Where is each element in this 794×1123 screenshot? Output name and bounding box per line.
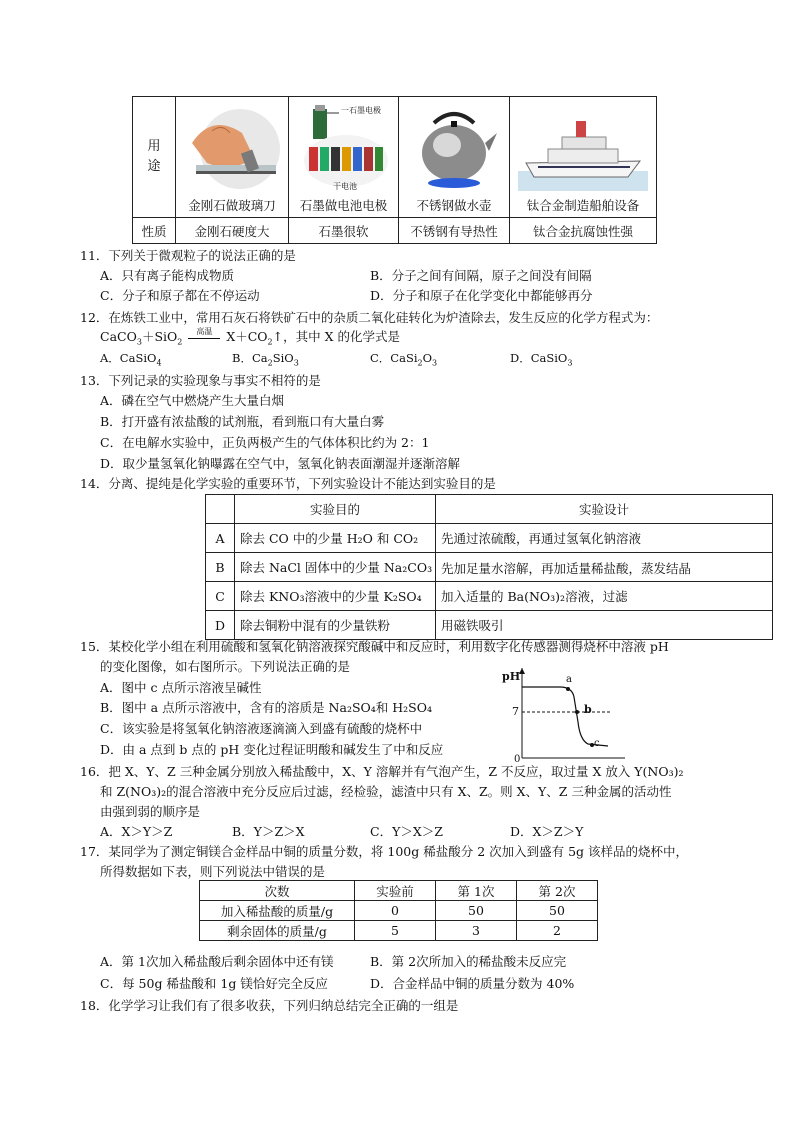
use-label: 金刚石做玻璃刀 xyxy=(188,198,276,213)
battery-photo xyxy=(291,103,396,195)
ship-photo xyxy=(518,103,648,195)
table-cell-goal: 除去铜粉中混有的少量铁粉 xyxy=(235,611,436,640)
q13-option-a: A．磷在空气中燃烧产生大量白烟 xyxy=(100,393,285,408)
q16-option-b: B．Y＞Z＞X xyxy=(232,824,305,839)
q13-option-b: B．打开盛有浓盐酸的试剂瓶，看到瓶口有大量白雾 xyxy=(100,414,385,429)
q11-option-c: C．分子和原子都在不停运动 xyxy=(100,288,260,303)
property-cell: 石墨很软 xyxy=(289,218,399,244)
q12-option-a: A．CaSiO$_4$ xyxy=(100,351,162,368)
q17-line2: 所得数据如下表，则下列说法中错误的是 xyxy=(100,864,326,879)
q14-table xyxy=(205,494,773,640)
property-cell: 不锈钢有导热性 xyxy=(399,218,510,244)
pic-label-bottom: 干电池 xyxy=(333,182,357,191)
table-cell: 3 xyxy=(436,921,517,941)
q11-option-d: D．分子和原子在化学变化中都能够再分 xyxy=(370,288,593,303)
use-cell-graphite xyxy=(289,97,399,218)
use-cell-diamond xyxy=(176,97,289,218)
q12-option-d: D．CaSiO$_3$ xyxy=(510,351,573,368)
table-cell-design: 用磁铁吸引 xyxy=(436,611,773,640)
q17-option-c: C．每 50g 稀盐酸和 1g 镁恰好完全反应 xyxy=(100,976,328,991)
table-row-option: C xyxy=(206,582,235,611)
graph-y7-label: 7 xyxy=(512,705,519,718)
kettle-photo xyxy=(409,103,499,195)
q12-equation: CaCO$_3$＋SiO$_2$ $^{高温}$ $X+CO_2↑$，其中 X 的化学式是 xyxy=(100,327,400,347)
table-cell-design: 先加足量水溶解，再加适量稀盐酸，蒸发结晶 xyxy=(436,553,773,582)
property-cell: 金刚石硬度大 xyxy=(176,218,289,244)
graph-point-c: c xyxy=(594,738,600,749)
table-cell-design: 加入适量的 Ba(NO₃)₂溶液，过滤 xyxy=(436,582,773,611)
q13-option-d: D．取少量氢氧化钠曝露在空气中，氢氧化钠表面潮湿并逐渐溶解 xyxy=(100,456,461,471)
use-label: 钛合金制造船舶设备 xyxy=(526,198,640,213)
q11-stem: 11．下列关于微观粒子的说法正确的是 xyxy=(80,248,296,263)
q15-option-b: B．图中 a 点所示溶液中，含有的溶质是 Na₂SO₄和 H₂SO₄ xyxy=(100,700,432,715)
table-cell: 50 xyxy=(436,901,517,921)
use-label: 不锈钢做水壶 xyxy=(416,198,492,213)
table-cell: 剩余固体的质量/g xyxy=(200,921,355,941)
table-row-option: A xyxy=(206,524,235,553)
q15-option-c: C．该实验是将氢氧化钠溶液逐滴滴入到盛有硫酸的烧杯中 xyxy=(100,721,423,736)
q15-stem-line2: 的变化图像，如右图所示。下列说法正确的是 xyxy=(100,659,351,674)
table-corner xyxy=(206,495,235,524)
q15-option-a: A．图中 c 点所示溶液呈碱性 xyxy=(100,680,262,695)
table-cell: 2 xyxy=(517,921,598,941)
property-cell: 钛合金抗腐蚀性强 xyxy=(510,218,657,244)
graph-origin: 0 xyxy=(514,754,521,765)
table-header: 实验前 xyxy=(355,881,436,901)
graph-ylabel: pH xyxy=(502,670,521,683)
q17-option-a: A．第 1次加入稀盐酸后剩余固体中还有镁 xyxy=(100,954,334,969)
q16-line2: 和 Z(NO₃)₂的混合溶液中充分反应后过滤，经检验，滤渣中只有 X、Z。则 X、Y、Z 三种金属的活动性 xyxy=(100,784,672,799)
property-row-label: 性质 xyxy=(133,218,176,244)
table-cell-design: 先通过浓硫酸，再通过氢氧化钠溶液 xyxy=(436,524,773,553)
q15-stem-line1: 15．某校化学小组在利用硫酸和氢氧化钠溶液探究酸碱中和反应时，利用数字化传感器测得烧杯中溶液 pH xyxy=(80,639,669,654)
q16-option-c: C．Y＞X＞Z xyxy=(370,824,443,839)
q11-option-b: B．分子之间有间隔，原子之间没有间隔 xyxy=(370,268,592,283)
q12-option-b: B．$Ca_2SiO_3$ xyxy=(232,351,299,368)
use-cell-steel xyxy=(399,97,510,218)
q11-option-a: A．只有离子能构成物质 xyxy=(100,268,235,283)
uses-table xyxy=(132,96,657,244)
table-cell: 0 xyxy=(355,901,436,921)
q17-option-b: B．第 2次所加入的稀盐酸未反应完 xyxy=(370,954,567,969)
table-cell: 50 xyxy=(517,901,598,921)
q18-stem: 18．化学学习让我们有了很多收获，下列归纳总结完全正确的一组是 xyxy=(80,998,459,1013)
q16-line1: 16．把 X、Y、Z 三种金属分别放入稀盐酸中，X、Y 溶解并有气泡产生，Z 不反应，取过量 X 放入 Y(NO₃)₂ xyxy=(80,764,684,779)
q16-line3: 由强到弱的顺序是 xyxy=(100,804,201,819)
header-goal: 实验目的 xyxy=(235,495,436,524)
q17-line1: 17．某同学为了测定铜镁合金样品中铜的质量分数，将 100g 稀盐酸分 2 次加入到盛有 5g 该样品的烧杯中， xyxy=(80,844,689,859)
header-design: 实验设计 xyxy=(436,495,773,524)
reaction-condition: 高温 xyxy=(186,329,222,344)
table-cell-goal: 除去 KNO₃溶液中的少量 K₂SO₄ xyxy=(235,582,436,611)
q12-option-c: C．$CaSi_2O_3$ xyxy=(370,351,438,368)
q16-option-d: D．X＞Z＞Y xyxy=(510,824,584,839)
q17-table xyxy=(199,880,598,941)
table-row-option: B xyxy=(206,553,235,582)
table-header: 第 1次 xyxy=(436,881,517,901)
table-header: 第 2次 xyxy=(517,881,598,901)
q13-stem: 13．下列记录的实验现象与事实不相符的是 xyxy=(80,373,321,388)
q12-stem: 12．在炼铁工业中，常用石灰石将铁矿石中的杂质二氧化硅转化为炉渣除去，发生反应的化学方程式为： xyxy=(80,310,659,325)
graph-point-b: b xyxy=(584,703,592,716)
table-cell-goal: 除去 CO 中的少量 H₂O 和 CO₂ xyxy=(235,524,436,553)
table-row-option: D xyxy=(206,611,235,640)
q14-stem: 14．分离、提纯是化学实验的重要环节，下列实验设计不能达到实验目的是 xyxy=(80,476,496,491)
table-header: 次数 xyxy=(200,881,355,901)
table-cell: 5 xyxy=(355,921,436,941)
use-cell-titanium xyxy=(510,97,657,218)
q13-option-c: C．在电解水实验中，正负两极产生的气体体积比约为 2：1 xyxy=(100,435,430,450)
q15-option-d: D．由 a 点到 b 点的 pH 变化过程证明酸和碱发生了中和反应 xyxy=(100,742,444,757)
graph-point-a: a xyxy=(566,674,572,685)
table-cell: 加入稀盐酸的质量/g xyxy=(200,901,355,921)
pic-label-top: 一石墨电极 xyxy=(341,106,381,115)
uses-row-label: 用途 xyxy=(133,97,176,218)
table-cell-goal: 除去 NaCl 固体中的少量 Na₂CO₃ xyxy=(235,553,436,582)
use-label: 石墨做电池电极 xyxy=(299,198,388,213)
q17-option-d: D．合金样品中铜的质量分数为 40% xyxy=(370,976,575,991)
ph-graph xyxy=(500,662,630,765)
glass-knife-photo xyxy=(182,103,282,195)
q16-option-a: A．X＞Y＞Z xyxy=(100,824,173,839)
